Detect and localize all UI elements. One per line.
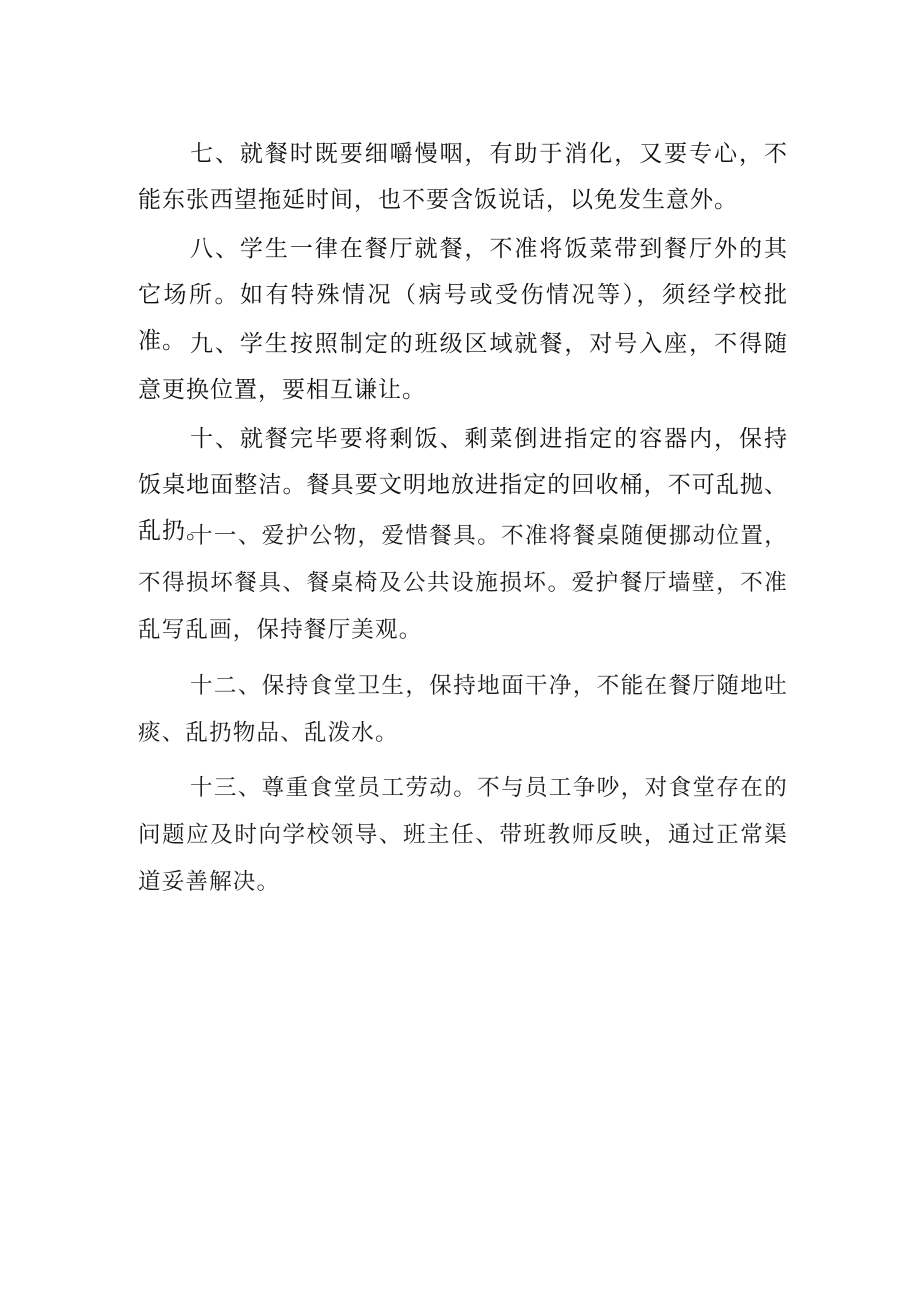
rule-paragraph-10: 十、就餐完毕要将剩饭、剩菜倒进指定的容器内，保持饭桌地面整洁。餐具要文明地放进指定的回收桶，不可乱抛、乱扔。 [138, 426, 788, 544]
rule-paragraph-13: 十三、尊重食堂员工劳动。不与员工争吵，对食堂存在的问题应及时向学校领导、班主任、带班教师反映，通过正常渠道妥善解决。 [138, 775, 788, 895]
rule-paragraph-9: 九、学生按照制定的班级区域就餐，对号入座，不得随意更换位置，要相互谦让。 [138, 331, 788, 403]
rule-paragraph-11: 十一、爱护公物，爱惜餐具。不准将餐桌随便挪动位置，不得损坏餐具、餐桌椅及公共设施损坏。爱护餐厅墙壁，不准乱写乱画，保持餐厅美观。 [138, 523, 788, 643]
rule-paragraph-7: 七、就餐时既要细嚼慢咽，有助于消化，又要专心，不能东张西望拖延时间，也不要含饭说话，以免发生意外。 [138, 141, 788, 213]
rule-paragraph-8: 八、学生一律在餐厅就餐，不准将饭菜带到餐厅外的其它场所。如有特殊情况（病号或受伤情况等），须经学校批准。 [138, 236, 788, 354]
rule-paragraph-12: 十二、保持食堂卫生，保持地面干净，不能在餐厅随地吐痰、乱扔物品、乱泼水。 [138, 673, 788, 746]
